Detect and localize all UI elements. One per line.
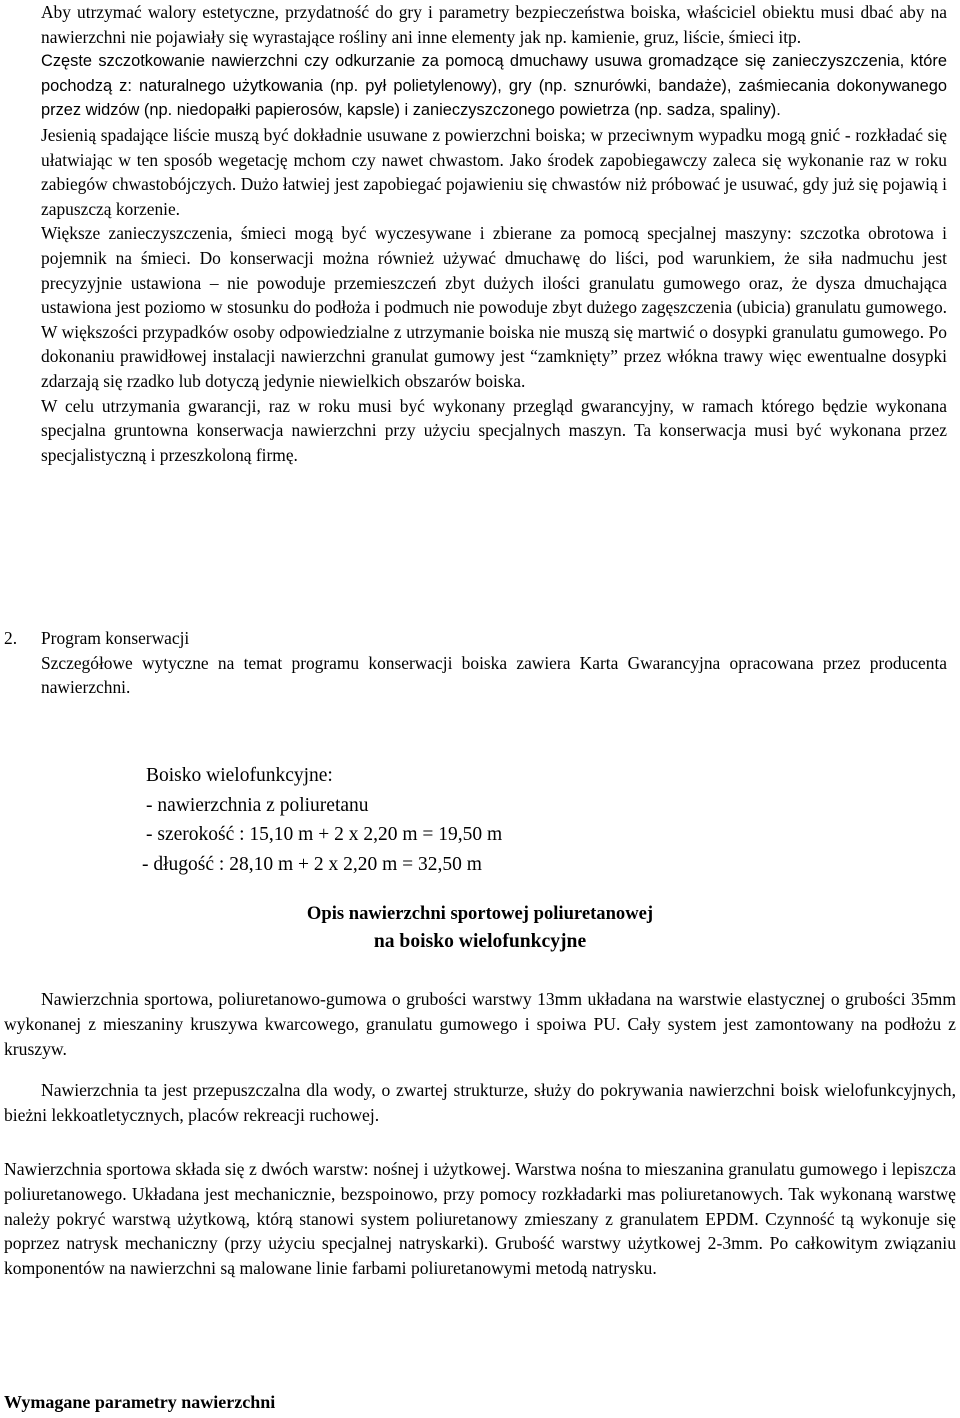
description-paragraph-2: Nawierzchnia ta jest przepuszczalna dla wody, o zwartej strukturze, służy do pokrywania nawierzchni boisk wielofunkcyjnych, bieżni lekkoatletycznych, placów rekreacji ruchowej. xyxy=(4,1080,956,1125)
maintenance-section xyxy=(41,0,947,467)
description-paragraph-1: Nawierzchnia sportowa, poliuretanowo-gumowa o grubości warstwy 13mm układana na warstwie elastycznej o grubości 35mm wykonanej z mieszaniny kruszywa kwarcowego, granulatu gumowego i spoiwa PU. Cały system jest zamontowany na podłożu z kruszyw. xyxy=(4,989,956,1059)
description-paragraph-3: Nawierzchnia sportowa składa się z dwóch warstw: nośnej i użytkowej. Warstwa nośna to mieszanina granulatu gumowego i lepiszcza poliuretanowego. Układana jest mechanicznie, bezspoinowo, przy pomocy rozkładarki mas poliuretanowych. Tak wykonaną warstwę należy pokryć warstwą użytkową, którą stanowi system poliuretanowy zmieszany z granulatem EPDM. Czynność tą wykonuje się poprzez natrysk mechaniczny (przy użyciu specjalnej natryskarki). Grubość warstwy użytkowej 2-3mm. Po całkowitym związaniu komponentów na nawierzchni są malowane linie farbami poliuretanowymi metodą natrysku. xyxy=(4,1159,956,1279)
paragraph-warranty: W celu utrzymania gwarancji, raz w roku musi być wykonany przegląd gwarancyjny, w ramach którego będzie wykonana specjalna gruntowna konserwacja nawierzchni przy użyciu specjalnych maszyn. Ta konserwacja musi być wykonana przez specjalistyczną i przeszkoloną firmę. xyxy=(41,395,947,465)
paragraph-autumn-leaves: Jesienią spadające liście muszą być dokładnie usuwane z powierzchni boiska; w przeciwnym wypadku mogą gnić - rozkładać się ułatwiając w ten sposób wegetację mchom czy nawet chwastom. Jako środek zapobiegawczy zaleca się wykonanie raz w roku zabiegów chwastobójczych. Dużo łatwiej jest zapobiegać pojawieniu się chwastów niż próbować je usuwać, gdy już się pojawią i zapuszczą korzenie. xyxy=(41,124,947,219)
paragraph-debris-removal: Większe zanieczyszczenia, śmieci mogą być wyczesywane i zbierane za pomocą specjalnej maszyny: szczotka obrotowa i pojemnik na śmieci. Do konserwacji można również używać dmuchawę do liści, pod warunkiem, że siła nadmuchu jest precyzyjnie ustawiona – nie powoduje przemieszczeń zbyt dużych ilości granulatu gumowego oraz, że dysza dmuchająca ustawiona jest poziomo w stosunku do podłoża i podmuch nie powoduje zbyt dużego zagęszczenia (ubicia) granulatu gumowego. W większości przypadków osoby odpowiedzialne z utrzymanie boiska nie muszą się martwić o dosypki granulatu gumowego. Po dokonaniu prawidłowej instalacji nawierzchni granulat gumowy jest “zamknięty” przez włókna trawy więc ewentualne dosypki zdarzają się rzadko lub dotyczą jedynie niewielkich obszarów boiska. xyxy=(41,223,947,391)
court-spec xyxy=(142,761,503,879)
spec-title: Boisko wielofunkcyjne: xyxy=(146,765,333,786)
heading-line-2: na boisko wielofunkcyjne xyxy=(373,931,587,952)
list-number: 2. xyxy=(4,628,18,648)
program-text: Szczegółowe wytyczne na temat programu konserwacji boiska zawiera Karta Gwarancyjna opracowana przez producenta nawierzchni. xyxy=(41,652,947,698)
spec-length: - długość : 28,10 m + 2 x 2,20 m = 32,50 m xyxy=(142,853,482,875)
paragraph-aesthetics: Aby utrzymać walory estetyczne, przydatność do gry i parametry bezpieczeństwa boiska, właściciel obiektu musi dbać aby na nawierzchni nie pojawiały się wyrastające rośliny ani inne elementy jak np. kamienie, gruz, liście, śmieci itp. xyxy=(41,2,947,47)
program-title: Program konserwacji xyxy=(41,628,190,648)
paragraph-cleaning: Częste szczotkowanie nawierzchni czy odkurzanie za pomocą dmuchawy usuwa gromadzące się zanieczyszczenia, które pochodzą z: naturalnego użytkowania (np. pył polietylenowy), gry (np. sznurówki, bandaże), zaśmiecania dokonywanego przez widzów (np. niedopałki papierosów, kapsle) i zanieczyszczonego powietrza (np. sadza, spaliny). xyxy=(41,52,947,120)
heading-line-1: Opis nawierzchni sportowej poliuretanowej xyxy=(306,903,654,924)
spec-surface: - nawierzchnia z poliuretanu xyxy=(146,794,369,816)
spec-width: - szerokość : 15,10 m + 2 x 2,20 m = 19,50 m xyxy=(146,824,503,845)
program-section xyxy=(4,626,947,700)
section-title: Wymagane parametry nawierzchni xyxy=(4,1392,276,1412)
